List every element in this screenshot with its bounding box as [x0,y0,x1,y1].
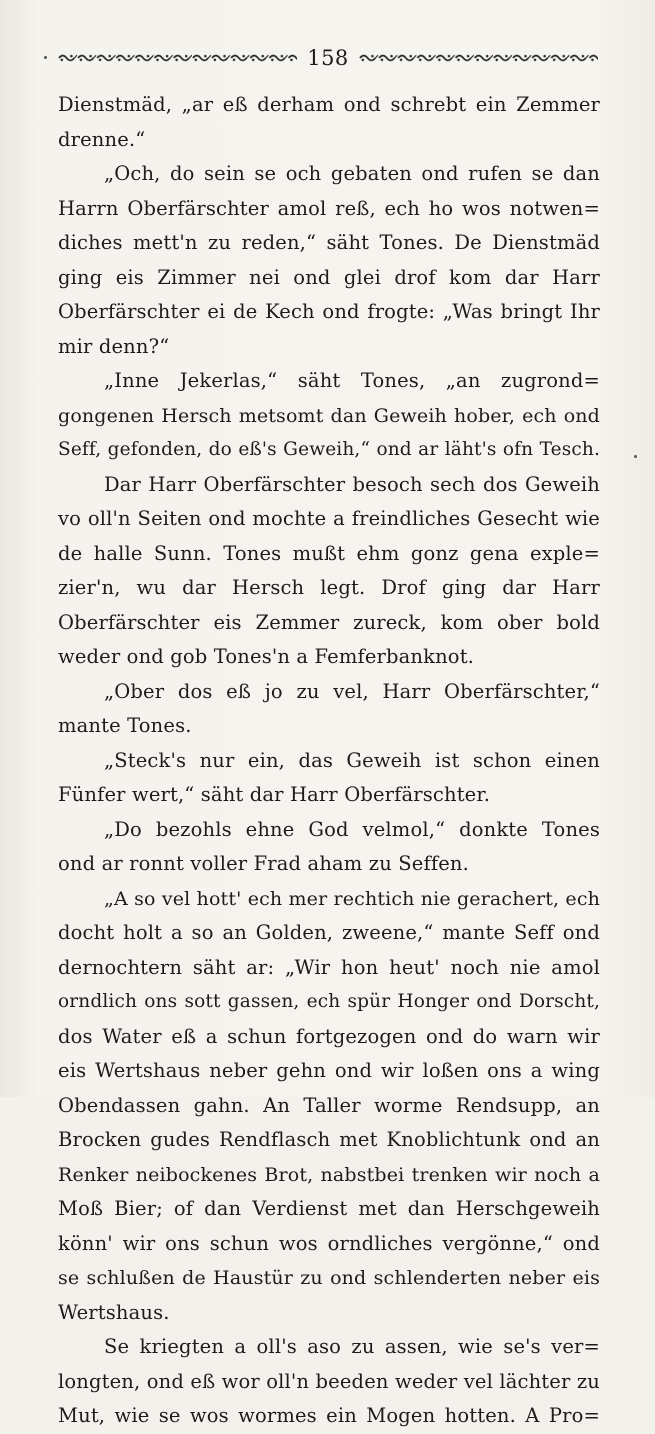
text-line: „Och, do sein se och gebaten ond rufen se dan [104,162,600,185]
text-line: Oberfärschter ei de Kech ond frogte: „Was bringt Ihr [58,300,600,323]
text-line: „Ober dos eß jo zu vel, Harr Oberfärschter,“ [104,679,600,703]
text-line: Mut, wie se wos wormes ein Mogen hotten. A Pro= [58,1404,600,1427]
ornament-right [359,52,598,64]
text-line: gongenen Hersch metsomt dan Geweih hober, ech ond [58,404,600,427]
ornament-left-icon [58,52,297,64]
page-number: 158 [307,46,349,70]
text-line: drenne.“ [58,127,146,151]
text-line: „Do bezohls ehne God velmol,“ donkte Tones [104,817,600,841]
text-line: mir denn?“ [58,334,170,358]
text-line: Dar Harr Oberfärschter besoch sech dos Geweih [104,472,600,496]
text-line: dos Water eß a schun fortgezogen ond do warn wir [58,1024,600,1048]
text-line: weder ond gob Tones'n a Femferbanknot. [58,645,475,668]
text-line: longten, ond eß wor oll'n beeden weder vel lächter zu [58,1369,600,1393]
text-line: könn' wir ons schun wos orndliches vergönne,“ ond [58,1231,600,1255]
text-line: Seff, gefonden, do eß's Geweih,“ ond ar läht's ofn Tesch. [58,439,600,460]
text-line: mante Tones. [58,714,192,737]
text-line: Renker neibockenes Brot, nabstbei trenken wir noch a [58,1163,600,1186]
text-line: diches mett'n zu reden,“ säht Tones. De Dienstmäd [58,231,600,254]
text-line: ging eis Zimmer nei ond glei drof kom dar Harr [58,265,600,289]
page-header [58,44,598,72]
text-line: „Steck's nur ein, das Geweih ist schon einen [104,748,600,772]
text-line: zier'n, wu dar Hersch legt. Drof ging dar Harr [58,576,600,599]
text-line: vo oll'n Seiten ond mochte a freindliches Gesecht wie [58,507,600,530]
text-line: Oberfärschter eis Zemmer zureck, kom ober bold [58,610,600,634]
ornament-right-icon [359,52,598,64]
text-line: Wertshaus. [58,1300,170,1324]
text-line: eis Wertshaus neber gehn ond wir loßen ons a wing [58,1059,600,1082]
print-speck [634,455,637,458]
text-line: Dienstmäd, „ar eß derham ond schrebt ein Zemmer [58,93,600,116]
text-line: Harrn Oberfärschter amol reß, ech ho wos notwen= [58,196,600,220]
text-line: de halle Sunn. Tones mußt ehm gonz gena exple= [58,541,600,565]
print-speck [44,56,47,59]
text-line: Moß Bier; of dan Verdienst met dan Herschgeweih [58,1197,600,1220]
text-line: Fünfer wert,“ säht dar Harr Oberfärschter. [58,783,491,806]
text-line: se schlußen de Haustür zu ond schlenderten neber eis [58,1267,600,1289]
text-line: orndlich ons sott gassen, ech spür Honger ond Dorscht, [58,991,600,1012]
text-line: Brocken gudes Rendflasch met Knoblichtunk ond an [58,1128,600,1151]
ornament-left [58,52,297,64]
text-line: ond ar ronnt voller Frad aham zu Seffen. [58,852,469,875]
text-line: dernochtern säht ar: „Wir hon heut' noch nie amol [58,955,600,979]
body-text [58,88,600,1434]
text-line: Obendassen gahn. An Taller worme Rendsupp, an [58,1093,600,1117]
text-line: „A so vel hott' ech mer rechtich nie gerachert, ech [104,887,600,910]
text-line: „Inne Jekerlas,“ säht Tones, „an zugrond= [104,369,600,392]
text-line: docht holt a so an Golden, zweene,“ mante Seff ond [58,921,600,944]
text-line: Se kriegten a oll's aso zu assen, wie se's ver= [104,1335,600,1358]
